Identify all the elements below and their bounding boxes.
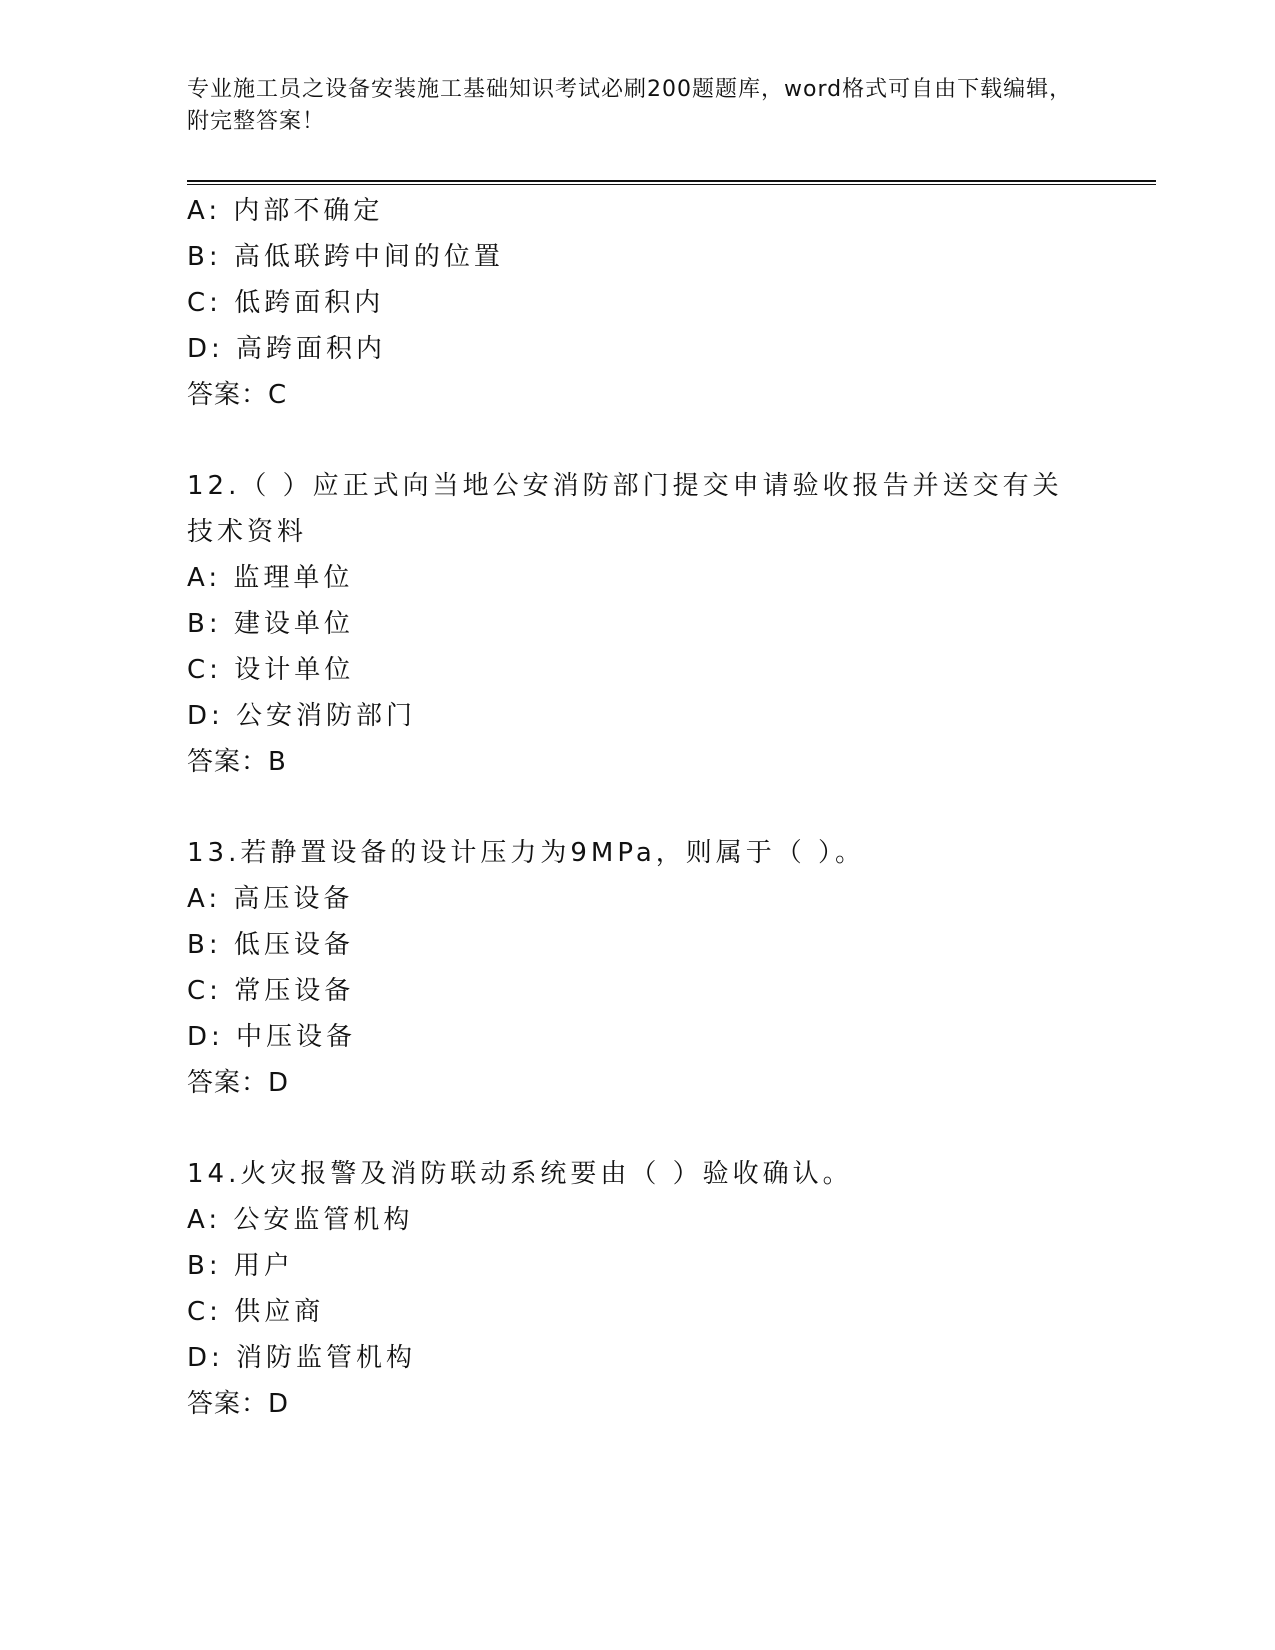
option-b: B: 用户 bbox=[187, 1251, 294, 1281]
option-c: C: 低跨面积内 bbox=[187, 288, 385, 318]
option-a: A: 内部不确定 bbox=[187, 196, 384, 226]
question-stem: 12.（ ）应正式向当地公安消防部门提交申请验收报告并送交有关技术资料 bbox=[187, 471, 1063, 547]
option-a: A: 高压设备 bbox=[187, 884, 354, 914]
option-a: A: 公安监管机构 bbox=[187, 1205, 414, 1235]
answer-line: 答案：B bbox=[187, 747, 287, 777]
option-b: B: 高低联跨中间的位置 bbox=[187, 242, 504, 272]
question-block-13 bbox=[187, 830, 1087, 1106]
option-d: D: 公安消防部门 bbox=[187, 701, 417, 731]
question-stem: 13.若静置设备的设计压力为9MPa，则属于（ ）。 bbox=[187, 838, 866, 868]
header-rule-thick bbox=[187, 180, 1156, 182]
option-d: D: 高跨面积内 bbox=[187, 334, 387, 364]
option-b: B: 低压设备 bbox=[187, 930, 354, 960]
question-block-12 bbox=[187, 463, 1087, 785]
option-c: C: 供应商 bbox=[187, 1297, 325, 1327]
answer-line: 答案：D bbox=[187, 1068, 290, 1098]
option-b: B: 建设单位 bbox=[187, 609, 354, 639]
header-rule-thin bbox=[187, 184, 1156, 185]
option-c: C: 常压设备 bbox=[187, 976, 355, 1006]
answer-line: 答案：D bbox=[187, 1389, 290, 1419]
document-header: 专业施工员之设备安装施工基础知识考试必刷200题题库，word格式可自由下载编辑，附完整答案！ bbox=[187, 77, 1073, 134]
option-d: D: 消防监管机构 bbox=[187, 1343, 417, 1373]
option-a: A: 监理单位 bbox=[187, 563, 354, 593]
question-block-11 bbox=[187, 188, 1087, 418]
question-stem: 14.火灾报警及消防联动系统要由（ ）验收确认。 bbox=[187, 1159, 853, 1189]
answer-line: 答案：C bbox=[187, 380, 288, 410]
question-block-14 bbox=[187, 1151, 1087, 1427]
document-body bbox=[187, 188, 1087, 1427]
option-d: D: 中压设备 bbox=[187, 1022, 357, 1052]
option-c: C: 设计单位 bbox=[187, 655, 355, 685]
